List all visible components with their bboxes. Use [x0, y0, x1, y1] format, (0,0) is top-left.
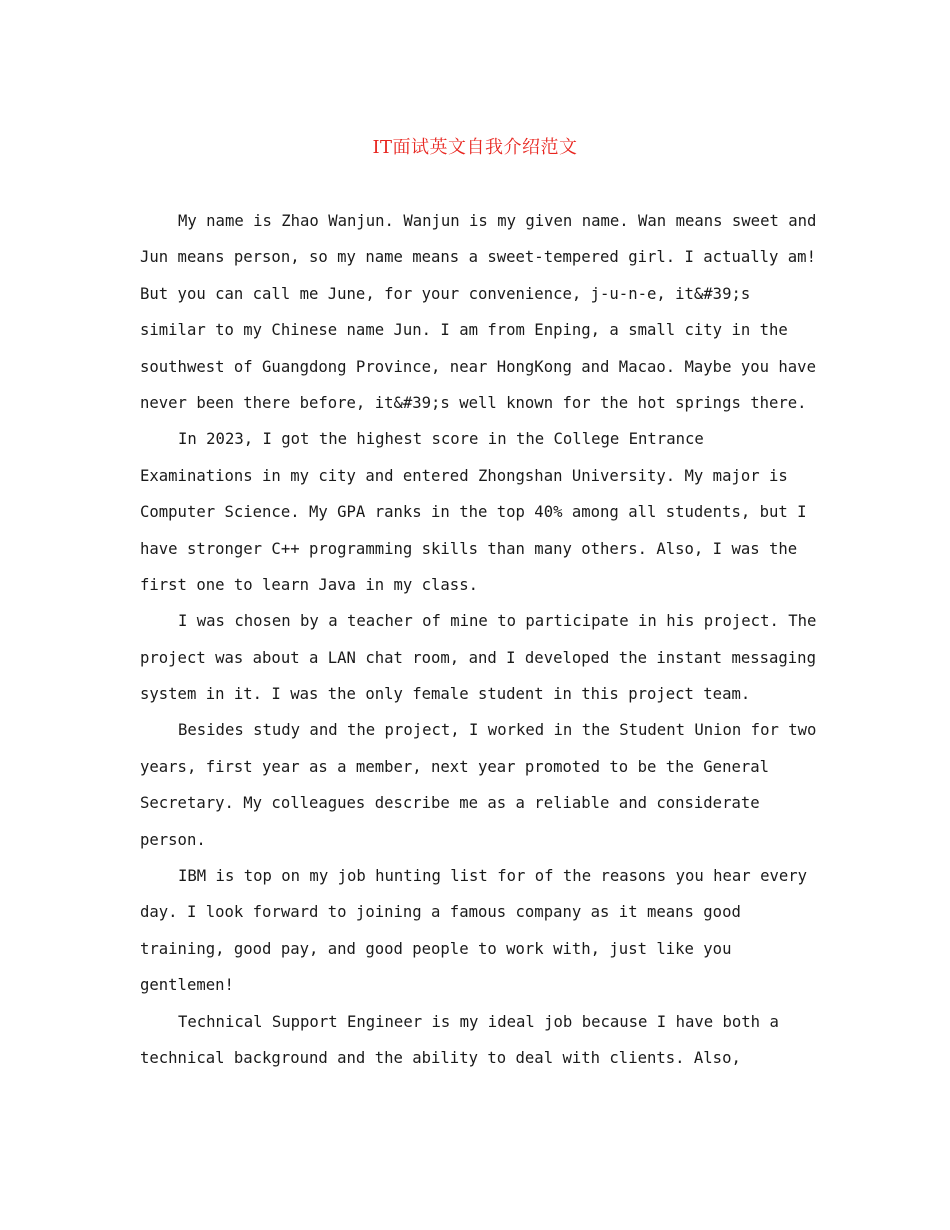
text-line: Computer Science. My GPA ranks in the top 40% among all students, but I: [140, 503, 807, 522]
document-title: IT面试英文自我介绍范文: [372, 137, 578, 158]
text-line: never been there before, it&#39;s well known for the hot springs there.: [140, 393, 807, 412]
text-line: But you can call me June, for your convenience, j-u-n-e, it&#39;s: [140, 284, 751, 303]
text-line: I was chosen by a teacher of mine to participate in his project. The: [178, 612, 817, 631]
text-line: similar to my Chinese name Jun. I am from Enping, a small city in the: [140, 321, 788, 340]
text-line: technical background and the ability to deal with clients. Also,: [140, 1048, 741, 1067]
text-line: IBM is top on my job hunting list for of the reasons you hear every: [178, 867, 808, 886]
text-line: system in it. I was the only female student in this project team.: [140, 685, 751, 704]
text-line: Technical Support Engineer is my ideal job because I have both a: [178, 1012, 779, 1031]
text-line: first one to learn Java in my class.: [140, 575, 478, 594]
text-line: My name is Zhao Wanjun. Wanjun is my given name. Wan means sweet and: [178, 212, 817, 230]
text-line: day. I look forward to joining a famous company as it means good: [140, 903, 741, 922]
text-line: gentlemen!: [140, 976, 234, 995]
text-line: Examinations in my city and entered Zhongshan University. My major is: [140, 466, 788, 485]
text-line: training, good pay, and good people to work with, just like you: [140, 939, 732, 958]
text-line: have stronger C++ programming skills than many others. Also, I was the: [140, 539, 798, 558]
text-line: Besides study and the project, I worked in the Student Union for two: [178, 721, 817, 740]
text-line: project was about a LAN chat room, and I developed the instant messaging: [140, 648, 816, 667]
text-line: person.: [140, 830, 206, 849]
text-line: Jun means person, so my name means a sweet-tempered girl. I actually am!: [140, 248, 816, 267]
text-line: years, first year as a member, next year promoted to be the General: [140, 757, 770, 776]
text-line: In 2023, I got the highest score in the College Entrance: [178, 430, 704, 449]
text-line: Secretary. My colleagues describe me as a reliable and considerate: [140, 794, 760, 813]
document-body: [140, 203, 820, 1076]
text-line: southwest of Guangdong Province, near HongKong and Macao. Maybe you have: [140, 357, 816, 376]
